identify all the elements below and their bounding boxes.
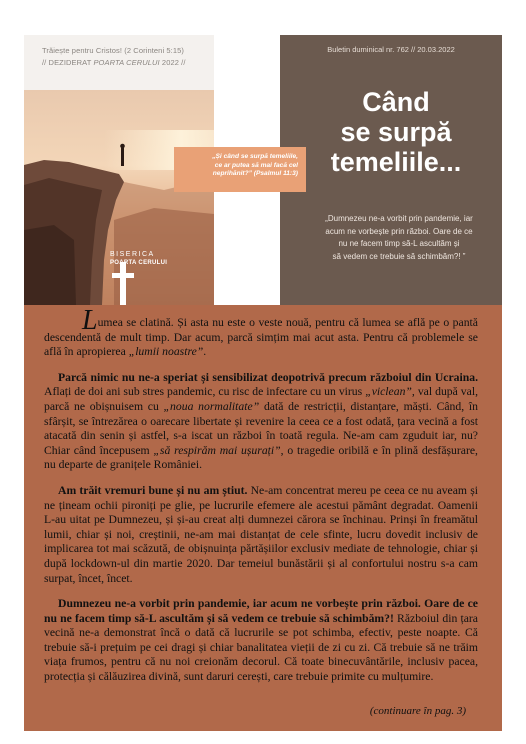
motto-line-2: // DEZIDERAT POARTA CERULUI 2022 // [42, 58, 186, 67]
pull-quote-line: nu ne facem timp să-L ascultăm și [338, 239, 460, 248]
title-line-1: Când [362, 87, 430, 117]
article-paragraph-4: Dumnezeu ne-a vorbit prin pandemie, iar acum ne vorbește prin război. Oare de ce nu ne facem timp să-L ascultăm și să vedem ce trebuie să schimbăm?! Războiul din țara vecină ne-a demonstrat încă o dată că lucrurile se pot schimba, efectiv, peste noapte. Că trebuie să-i prețuim pe cei dragi și chiar banalitatea vieții de zi cu zi. Că trebuie să ne trăim viața frumos, pentru că nu noi creionăm decorul. Că toate binecuvântările, inclusiv pacea, protecția și călăuzirea divină, sunt daruri cerești, care trebuie primite cu mulțumire. [44, 597, 478, 684]
verse-line: ce ar putea să mai facă cel [214, 161, 298, 169]
logo-line-1: BISERICA [110, 251, 155, 258]
title-panel [280, 35, 502, 305]
cross-icon [112, 262, 134, 305]
motto-line-1: Trăiește pentru Cristos! (2 Corinteni 5:15) [42, 46, 184, 55]
title-line-3: temeliile... [330, 147, 462, 177]
verse-line: „Și când se surpă temeliile, [212, 153, 298, 160]
continued-link[interactable]: (continuare în pag. 3) [369, 705, 466, 718]
verse-quote-box [174, 147, 306, 192]
pull-quote [306, 213, 492, 263]
header-motto [42, 45, 186, 69]
logo-line-2: POARTA CERULUI [110, 260, 168, 266]
article-body [24, 305, 502, 731]
article-paragraph-1: Lumea se clatină. Și asta nu este o veste nouă, pentru că lumea se află pe o pantă descendentă de mult timp. Dar acum, parcă simțim mai acut asta. Pentru că problemele se află în apropierea „lumii noastre”. [44, 305, 478, 359]
verse-line: neprihănit?” (Psalmul 11:3) [212, 170, 298, 177]
article-paragraph-2: Parcă nimic nu ne-a speriat și sensibilizat deopotrivă precum războiul din Ucraina. Aflați de doi ani sub stres pandemic, cu risc de infectare cu un virus „viclean”, val după val, parcă ne obișnuisem cu „noua normalitate” dată de restricții, distanțare, măști. Când, în sfârșit, se întrezărea o oarecare libertate și revenire la ceea ce a fost odată, țara vecină a fost atacată din senin și astfel, s-a iscat un război în toată regula. Ne-am cam zguduit iar, nu? Chiar când începusem „să respirăm mai ușurați”, o tragedie oribilă e în plină desfășurare, nu departe de granițele României. [44, 370, 479, 472]
bulletin-info: Buletin duminical nr. 762 // 20.03.2022 [327, 45, 455, 54]
page-title [290, 87, 502, 177]
drop-cap: L [82, 305, 98, 336]
pull-quote-line: „Dumnezeu ne-a vorbit prin pandemie, iar [325, 214, 473, 223]
church-logo-text [110, 250, 167, 268]
pull-quote-line: să vedem ce trebuie să schimbăm?! ” [332, 251, 466, 261]
article-paragraph-3: Am trăit vremuri bune și nu am știut. Ne-am concentrat mereu pe ceea ce nu aveam și ne țineam ochii pironiți pe glie, pe lucrurile efemere ale acestui pământ degradat. Oamenii L-au uitat pe Dumnezeu, și și-au creat alți dumnezei cărora se închinau. Prinși în freamătul lumii, chiar și noi, creștinii, ne-am mai distanțat de cele sfinte, lucru dovedit inclusiv de implicarea tot mai scăzută, de obișnuința părtășiilor exclusiv mediate de tehnologie, chiar și după lockdown-ul din martie 2020. Dar temeiul bunăstării și al confortului nostru s-a cam surpat, încet, încet. [44, 483, 478, 585]
title-line-2: se surpă [340, 117, 452, 147]
pull-quote-line: acum ne vorbește prin război. Oare de ce [325, 226, 473, 236]
